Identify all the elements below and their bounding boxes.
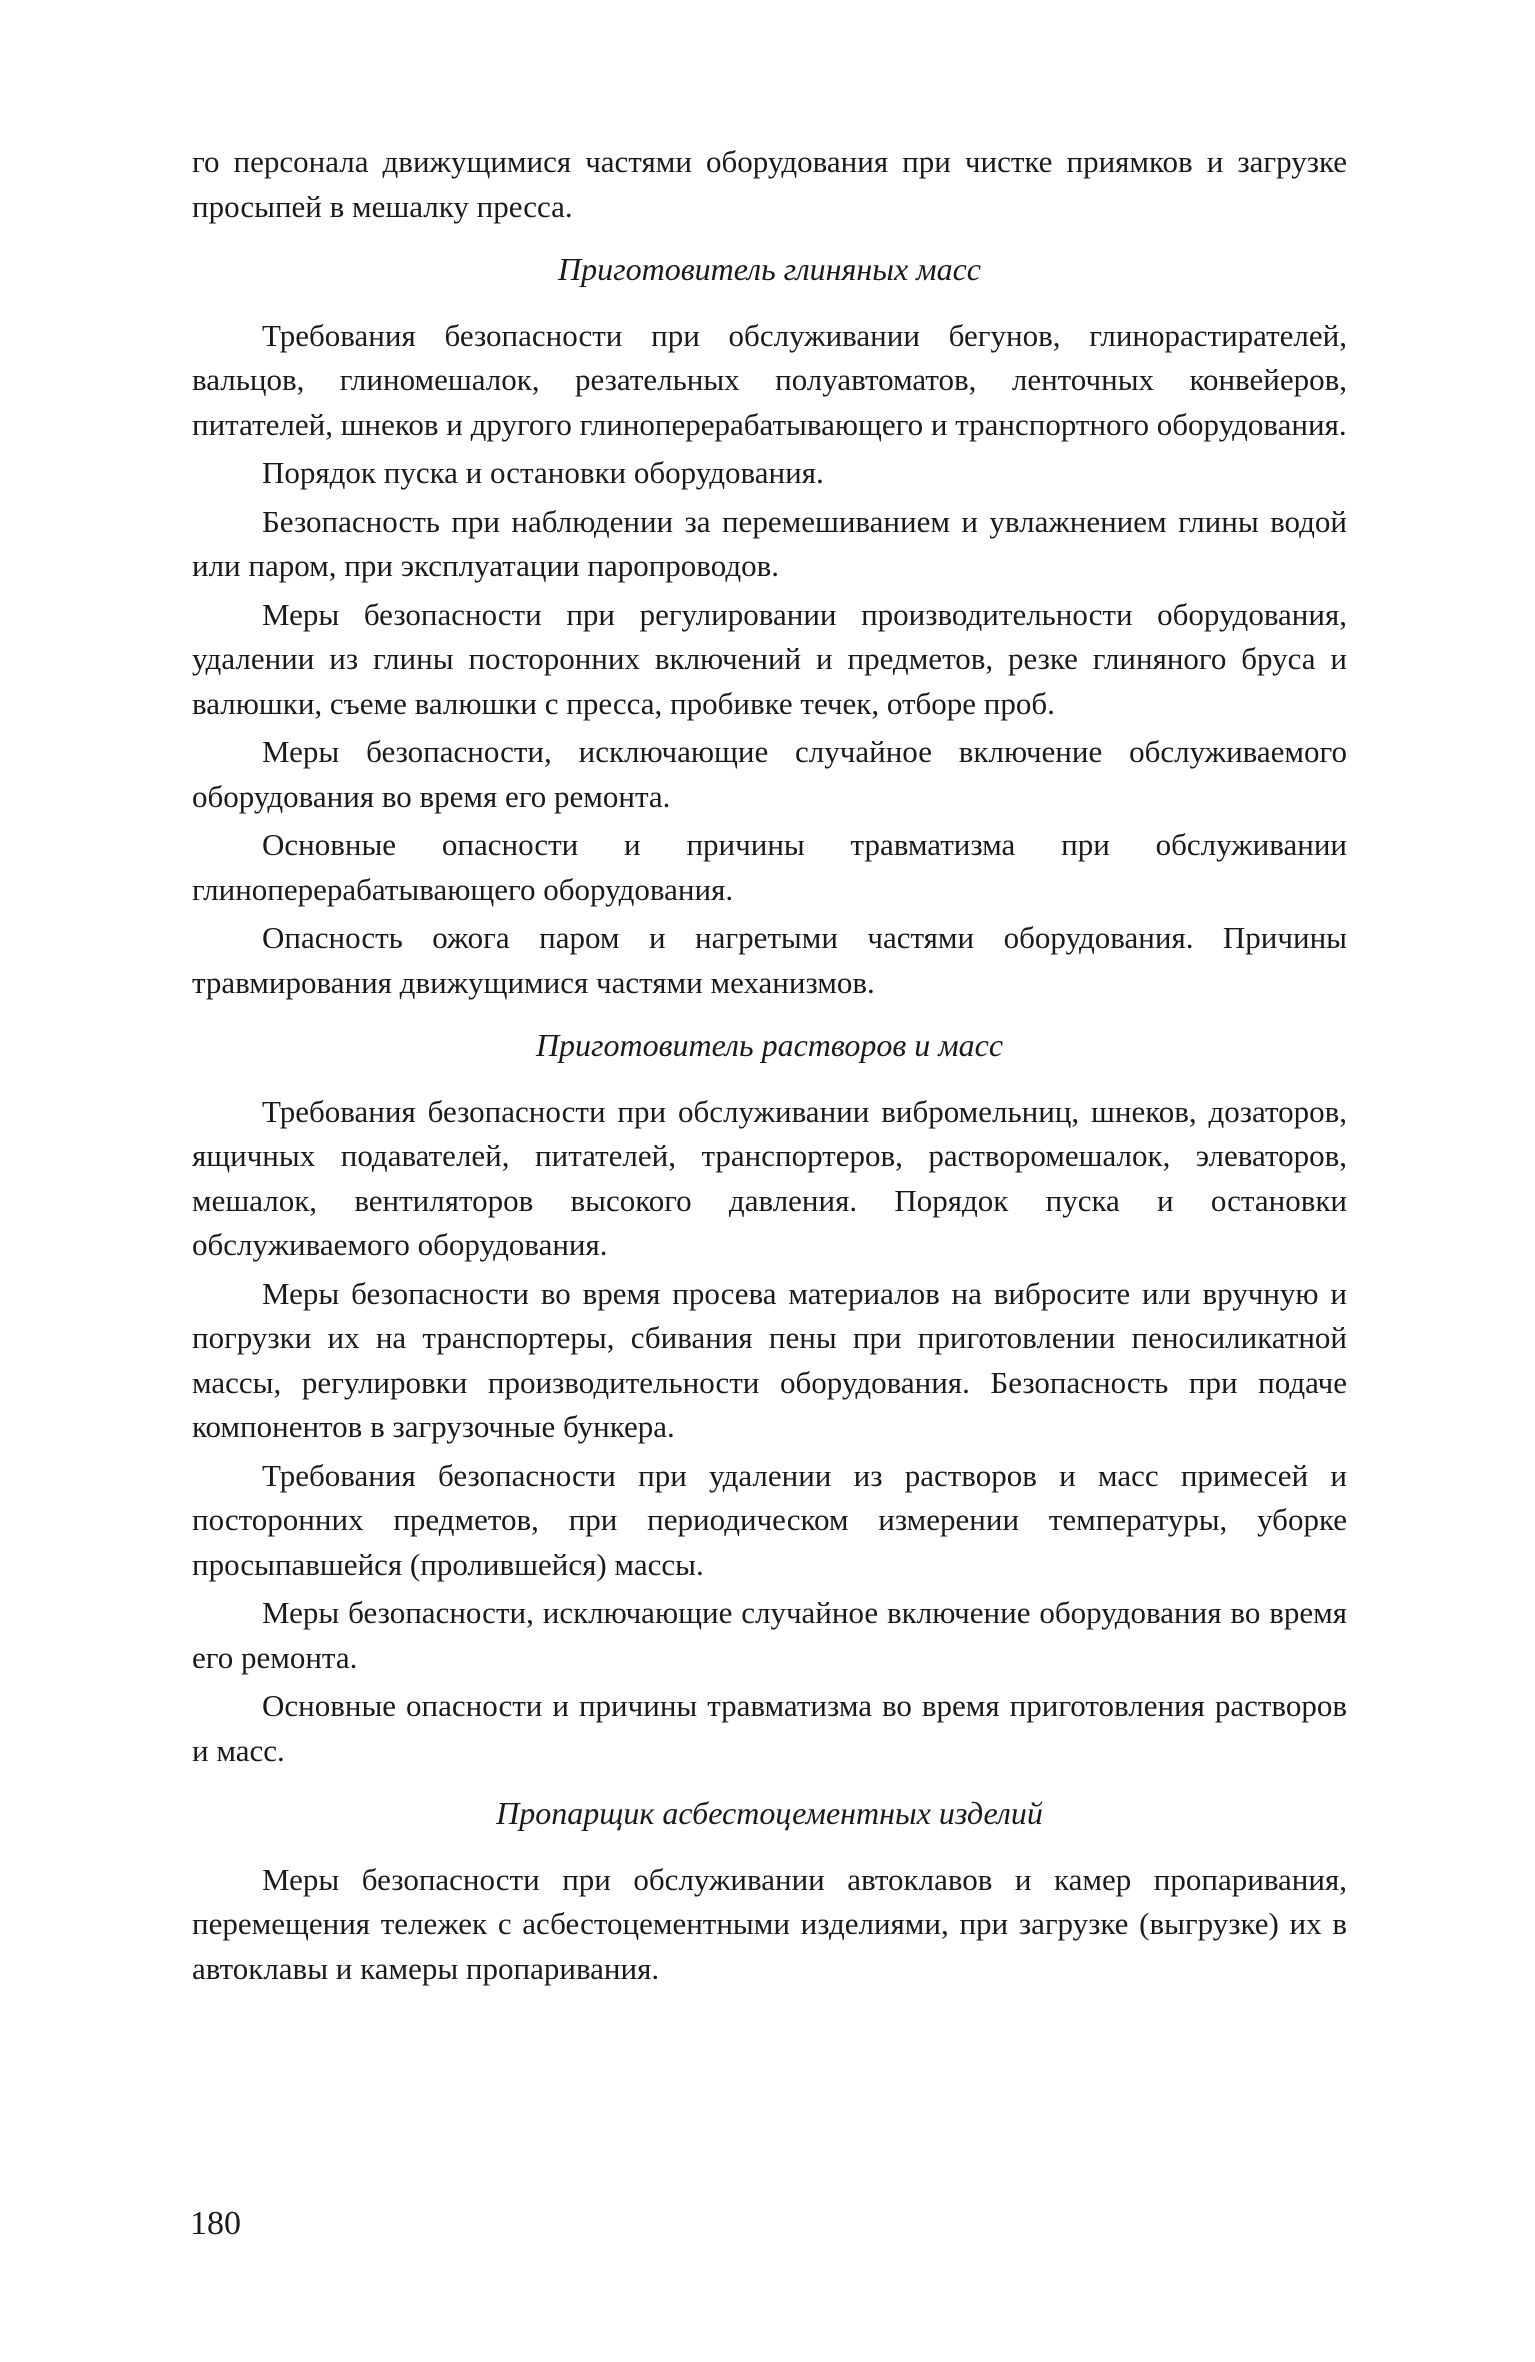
- section-heading: Приготовитель глиняных масс: [558, 251, 981, 287]
- opening-paragraph: го персонала движущимися частями оборудования при чистке приямков и загрузке просыпей в мешалку пресса.: [192, 144, 1347, 224]
- paragraph: Опасность ожога паром и нагретыми частями оборудования. Причины травмирования движущимися частями механизмов.: [192, 920, 1347, 1000]
- paragraph: Основные опасности и причины травматизма при обслуживании глиноперерабатывающего оборудования.: [192, 827, 1347, 907]
- section-heading: Приготовитель растворов и масс: [535, 1027, 1004, 1063]
- section-asbestos-steamer: [192, 1791, 1347, 1991]
- paragraph: Требования безопасности при обслуживании бегунов, глинорастирателей, вальцов, глиномешалок, резательных полуавтоматов, ленточных конвейеров, питателей, шнеков и другого глиноперерабатывающего и транспортного оборудования.: [192, 317, 1347, 442]
- paragraph: Меры безопасности во время просева материалов на вибросите или вручную и погрузки их на транспортеры, сбивания пены при приготовлении пеносиликатной массы, регулировки производительности оборудования. Безопасность при подаче компонентов в загрузочные бункера.: [192, 1275, 1347, 1444]
- paragraph: Меры безопасности, исключающие случайное включение оборудования во время его ремонта.: [192, 1595, 1347, 1675]
- section-heading: Пропарщик асбестоцементных изделий: [496, 1795, 1043, 1831]
- section-mortar-preparer: [192, 1023, 1347, 1773]
- paragraph: Требования безопасности при обслуживании вибромельниц, шнеков, дозаторов, ящичных подавателей, питателей, транспортеров, растворомешалок, элеваторов, мешалок, вентиляторов высокого давления. Порядок пуска и остановки обслуживаемого оборудования.: [192, 1093, 1347, 1262]
- paragraph: Меры безопасности при регулировании производительности оборудования, удалении из глины посторонних включений и предметов, резке глиняного бруса и валюшки, съеме валюшки с пресса, пробивке течек, отборе проб.: [192, 596, 1347, 721]
- paragraph: Порядок пуска и остановки оборудования.: [262, 455, 824, 490]
- paragraph: Требования безопасности при удалении из растворов и масс примесей и посторонних предметов, при периодическом измерении температуры, уборке просыпавшейся (пролившейся) массы.: [192, 1457, 1347, 1582]
- section-clay-preparer: [192, 247, 1347, 1005]
- page-number: 180: [190, 2205, 241, 2242]
- paragraph: Меры безопасности, исключающие случайное включение обслуживаемого оборудования во время его ремонта.: [192, 734, 1347, 814]
- paragraph: Основные опасности и причины травматизма во время приготовления растворов и масс.: [192, 1688, 1347, 1768]
- page-body: [192, 140, 1347, 1995]
- paragraph: Меры безопасности при обслуживании автоклавов и камер пропаривания, перемещения тележек с асбестоцементными изделиями, при загрузке (выгрузке) их в автоклавы и камеры пропаривания.: [192, 1861, 1347, 1986]
- paragraph: Безопасность при наблюдении за перемешиванием и увлажнением глины водой или паром, при эксплуатации паропроводов.: [192, 503, 1347, 583]
